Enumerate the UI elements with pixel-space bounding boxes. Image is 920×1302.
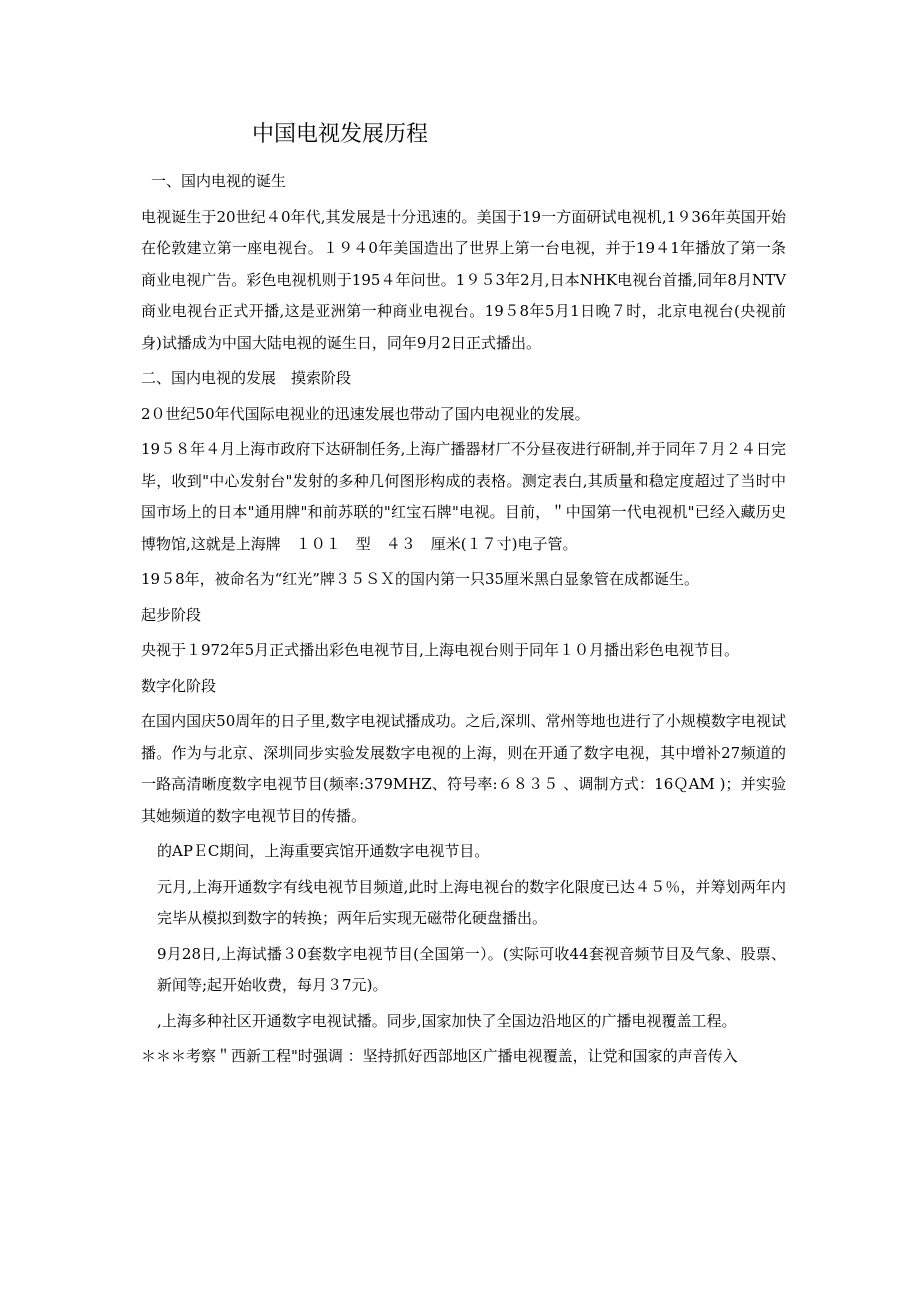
paragraph-sep-28: 9月28日,上海试播３0套数字电视节目(全国第一）。(实际可收44套视音频节目及气象、股票、新闻等;起开始收费，每月３7元)。 [157, 944, 786, 994]
section-heading-birth: 一、国内电视的诞生 [151, 172, 287, 190]
paragraph-birth: 电视诞生于20世纪４0年代,其发展是十分迅速的。美国于19一方面研试电视机,1９36年英国开始在伦敦建立第一座电视台。１９４0年美国造出了世界上第一台电视，并于19４1年播放了第一条商业电视广告。彩色电视机则于195４年问世。1９５3年2月,日本NHK电视台首播,同年8月NTV商业电视台正式开播,这是亚洲第一种商业电视台。19５8年5月1日晚７时，北京电视台(央视前身)试播成为中国大陆电视的诞生日，同年9月2日正式播出。 [141, 207, 786, 352]
paragraph-1950s: 2０世纪50年代国际电视业的迅速发展也带动了国内电视业的发展。 [141, 404, 590, 423]
document-body [141, 166, 786, 1077]
subheading-start-stage: 起步阶段 [141, 605, 202, 624]
paragraph-1958-chengdu: 19５8年，被命名为“红光”牌３５ＳＸ的国内第一只35厘米黑白显象管在成都诞生。 [141, 570, 700, 588]
paragraph-cable-digital: 元月,上海开通数字有线电视节目频道,此时上海电视台的数字化限度已达４５％，并筹划两年内完毕从模拟到数字的转换；两年后实现无磁带化硬盘播出。 [157, 877, 786, 927]
paragraph-digital-trial: 在国内国庆50周年的日子里,数字电视试播成功。之后,深圳、常州等地也进行了小规模数字电视试播。作为与北京、深圳同步实验发展数字电视的上海，则在开通了数字电视，其中增补27频道的一路高清晰度数字电视节目(频率:379MHZ、符号率:６８３５ 、调制方式：16ＱAM )；并实验其她频道的数字电视节目的传播。 [141, 712, 786, 825]
paragraph-xixin-project: ＊＊＊考察＂西新工程"时强调 ：坚持抓好西部地区广播电视覆盖，让党和国家的声音传入 [141, 1047, 738, 1065]
paragraph-apec: 的APＥC期间，上海重要宾馆开通数字电视节目。 [157, 842, 490, 860]
paragraph-1958-shanghai: 19５８年４月上海市政府下达研制任务,上海广播器材厂不分昼夜进行研制,并于同年７月２４日完毕，收到"中心发射台"发射的多种几何图形构成的表格。测定表白,其质量和稳定度超过了当时中国市场上的日本"通用牌"和前苏联的"红宝石牌"电视。目前，＂中国第一代电视机"已经入藏历史博物馆,这就是上海牌 １０１ 型 ４３ 厘米(１７寸)电子管。 [141, 440, 786, 553]
paragraph-community: ,上海多种社区开通数字电视试播。同步,国家加快了全国边沿地区的广播电视覆盖工程。 [157, 1011, 737, 1030]
document-title: 中国电视发展历程 [252, 122, 429, 147]
paragraph-color-tv: 央视于１972年5月正式播出彩色电视节目,上海电视台则于同年１０月播出彩色电视节目。 [141, 641, 739, 659]
subheading-digital-stage: 数字化阶段 [141, 676, 217, 695]
section-heading-development: 二、国内电视的发展 摸索阶段 [141, 369, 352, 387]
